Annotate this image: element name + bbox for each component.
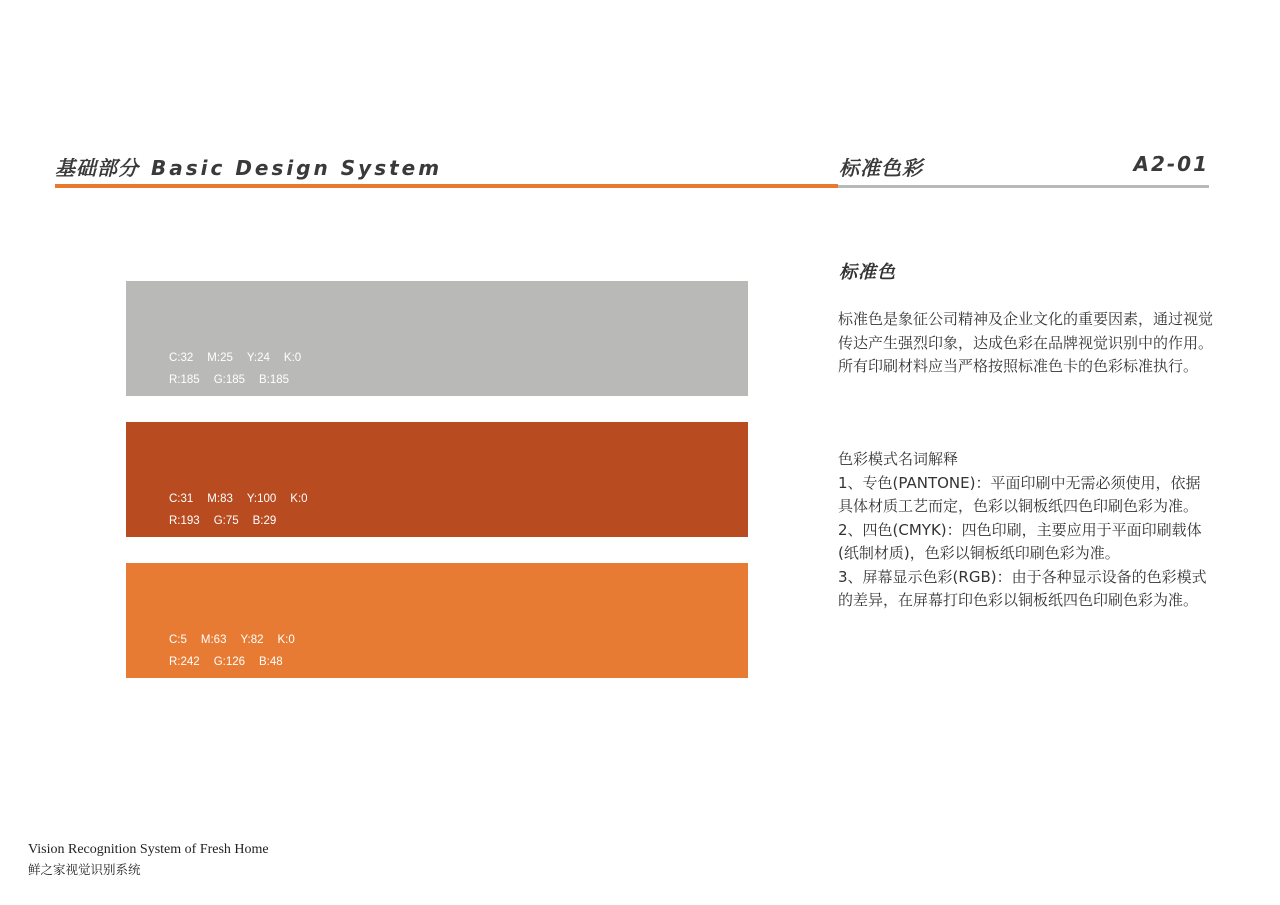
cmyk-c: C:32: [169, 352, 194, 364]
swatch-cmyk-values: [169, 493, 322, 505]
rgb-r: R:185: [169, 374, 200, 386]
color-modes-heading: 色彩模式名词解释: [838, 450, 959, 468]
rgb-r: R:242: [169, 656, 200, 668]
swatch-rgb-values: [169, 374, 303, 386]
page-code: A2-01: [1133, 152, 1209, 176]
rgb-g: G:126: [213, 656, 246, 668]
header-rule-gray: [838, 185, 1209, 188]
standard-color-description: [838, 308, 1213, 379]
header-section-title: 标准色彩: [839, 156, 923, 180]
cmyk-k: K:0: [277, 634, 295, 646]
swatch-rgb-values: [169, 656, 297, 668]
color-swatch-orange: [126, 563, 748, 678]
color-swatch-dark-orange: [126, 422, 748, 537]
color-mode-cmyk: 2、四色(CMYK)：四色印刷，主要应用于平面印刷载体(纸制材质)，色彩以铜板纸印刷色彩为准。: [838, 520, 1202, 562]
cmyk-y: Y:100: [246, 493, 277, 505]
header-title-en: Basic Design System: [151, 156, 443, 180]
color-swatch-gray: [126, 281, 748, 396]
cmyk-k: K:0: [290, 493, 308, 505]
swatch-cmyk-values: [169, 352, 315, 364]
header-title-cn: 基础部分: [55, 156, 139, 180]
swatch-cmyk-values: [169, 634, 309, 646]
cmyk-y: Y:82: [240, 634, 264, 646]
cmyk-m: M:25: [207, 352, 233, 364]
page-header-title: [55, 152, 442, 181]
rgb-g: G:185: [213, 374, 246, 386]
cmyk-m: M:83: [207, 493, 233, 505]
cmyk-m: M:63: [200, 634, 227, 646]
intro-paragraph: 标准色是象征公司精神及企业文化的重要因素，通过视觉传达产生强烈印象，达成色彩在品牌视觉识别中的作用。所有印刷材料应当严格按照标准色卡的色彩标准执行。: [838, 310, 1214, 375]
cmyk-c: C:5: [169, 634, 187, 646]
standard-color-title: 标准色: [839, 262, 896, 283]
footer-title-cn: 鲜之家视觉识别系统: [28, 862, 141, 877]
rgb-r: R:193: [169, 515, 200, 527]
rgb-b: B:48: [259, 656, 283, 668]
rgb-b: B:185: [259, 374, 290, 386]
color-mode-pantone: 1、专色(PANTONE)：平面印刷中无需必须使用，依据具体材质工艺而定，色彩以铜板纸四色印刷色彩为准。: [838, 473, 1201, 515]
header-rule-orange: [55, 184, 838, 188]
swatch-rgb-values: [169, 515, 290, 527]
cmyk-c: C:31: [169, 493, 194, 505]
rgb-b: B:29: [252, 515, 277, 527]
color-mode-rgb: 3、屏幕显示色彩(RGB)：由于各种显示设备的色彩模式的差异，在屏幕打印色彩以铜板纸四色印刷色彩为准。: [838, 567, 1207, 609]
color-modes-explanation: [838, 448, 1213, 613]
cmyk-y: Y:24: [246, 352, 270, 364]
rgb-g: G:75: [213, 515, 239, 527]
cmyk-k: K:0: [283, 352, 302, 364]
footer-title-en: Vision Recognition System of Fresh Home: [28, 842, 269, 857]
